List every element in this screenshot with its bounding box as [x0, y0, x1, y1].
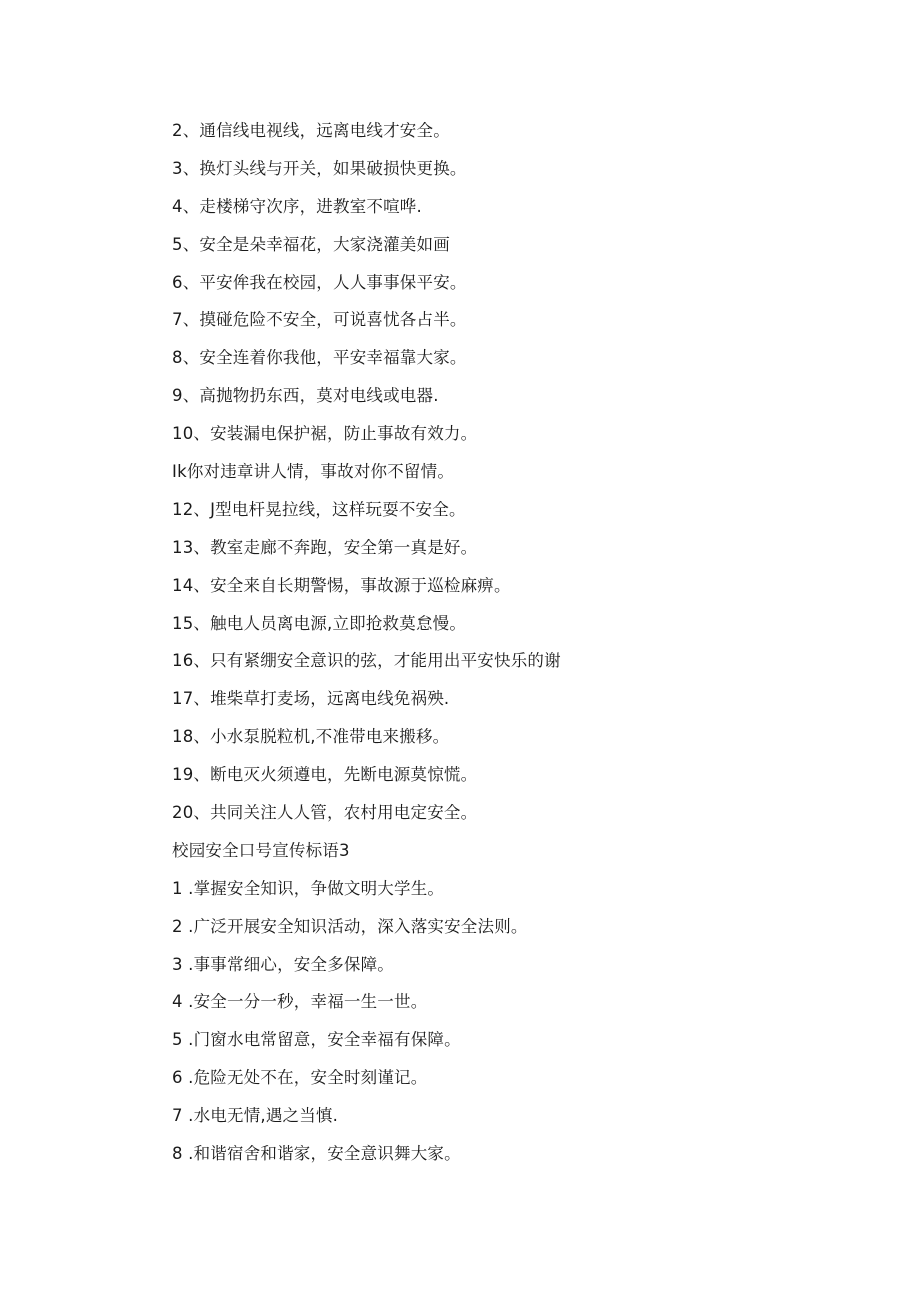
slogan-line: 2 .广泛开展安全知识活动，深入落实安全法则。 — [172, 916, 528, 936]
slogan-line: 3 .事事常细心，安全多保障。 — [172, 954, 394, 974]
slogan-line: 13、教室走廊不奔跑，安全第一真是好。 — [172, 537, 478, 557]
section-heading: 校园安全口号宣传标语3 — [172, 840, 350, 860]
slogan-line: 17、堆柴草打麦场，远离电线免祸殃. — [172, 689, 450, 709]
slogan-line: 7、摸碰危险不安全，可说喜忧各占半。 — [172, 310, 467, 330]
slogan-line: 1 .掌握安全知识，争做文明大学生。 — [172, 878, 445, 898]
slogan-line: 5、安全是朵幸福花，大家浇灌美如画 — [172, 234, 450, 254]
slogan-line: 4 .安全一分一秒，幸福一生一世。 — [172, 992, 428, 1012]
slogan-line: 8 .和谐宿舍和谐家，安全意识舞大家。 — [172, 1144, 461, 1164]
slogan-line: 14、安全来自长期警惕，事故源于巡检麻痹。 — [172, 575, 511, 595]
slogan-line: 5 .门窗水电常留意，安全幸福有保障。 — [172, 1030, 461, 1050]
slogan-line: 16、只有紧绷安全意识的弦，才能用出平安快乐的谢 — [172, 651, 561, 671]
slogan-line: 10、安装漏电保护裾，防止事故有效力。 — [172, 424, 478, 444]
slogan-line: 6、平安侔我在校园，人人事事保平安。 — [172, 272, 467, 292]
slogan-line: 9、高抛物扔东西，莫对电线或电器. — [172, 386, 439, 406]
slogan-line: 18、小水泵脱粒机,不准带电来搬移。 — [172, 727, 450, 747]
slogan-list — [172, 117, 872, 1178]
slogan-line: Ik你对违章讲人情，事故对你不留情。 — [172, 462, 455, 482]
slogan-line: 2、通信线电视线，远离电线才安全。 — [172, 121, 450, 140]
slogan-line: 8、安全连着你我他，平安幸福靠大家。 — [172, 348, 467, 368]
slogan-line: 15、触电人员离电源,立即抢救莫怠慢。 — [172, 613, 467, 633]
slogan-line: 6 .危险无处不在，安全时刻谨记。 — [172, 1068, 428, 1088]
slogan-line: 20、共同关注人人管，农村用电定安全。 — [172, 803, 478, 823]
slogan-line: 4、走楼梯守次序，进教室不喧哗. — [172, 196, 422, 216]
slogan-line: 12、J型电杆晃拉线，这样玩耍不安全。 — [172, 499, 466, 519]
slogan-line: 3、换灯头线与开关，如果破损快更换。 — [172, 158, 467, 178]
slogan-line: 19、断电灭火须遵电，先断电源莫惊慌。 — [172, 765, 478, 785]
slogan-line: 7 .水电无情,遇之当慎. — [172, 1106, 339, 1126]
